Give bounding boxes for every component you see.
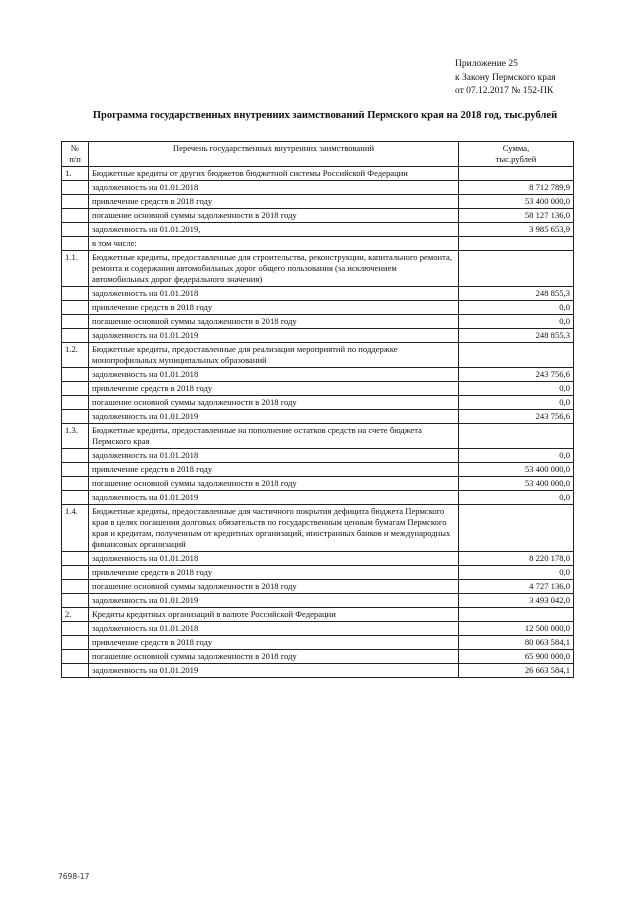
table-row [62,664,574,678]
row-number [62,463,89,477]
header-number: № п/п [62,142,89,167]
row-description: Бюджетные кредиты, предоставленные для строительства, реконструкции, капитального ремонта, ремонта и содержания автомобильных дорог общего пользования (за исключением автомобильных дорог федерального значения) [89,251,459,287]
section-row [62,167,574,181]
row-number: 1. [62,167,89,181]
row-amount: 243 756,6 [459,368,574,382]
row-number [62,622,89,636]
row-amount [459,167,574,181]
row-description: задолженность на 01.01.2019 [89,594,459,608]
table-row [62,315,574,329]
row-description: Бюджетные кредиты, предоставленные для частичного покрытия дефицита бюджета Пермского края в целях погашения долговых обязательств по государственным ценным бумагам Пермского края и кредитам, полученным от кредитных организаций, иностранных банков и международных финансовых организаций [89,505,459,552]
table-row [62,580,574,594]
row-number [62,552,89,566]
row-amount [459,343,574,368]
row-description: в том числе: [89,237,459,251]
appendix-law: к Закону Пермского края [455,72,556,83]
table-body [62,167,574,678]
table-row [62,209,574,223]
row-amount: 0,0 [459,396,574,410]
row-number [62,396,89,410]
row-number [62,580,89,594]
table-row [62,382,574,396]
row-amount [459,505,574,552]
row-amount: 53 400 000,0 [459,477,574,491]
row-description: Бюджетные кредиты, предоставленные для реализации мероприятий по поддержке монопрофильных муниципальных образований [89,343,459,368]
row-description: привлечение средств в 2018 году [89,636,459,650]
row-number [62,223,89,237]
row-number [62,594,89,608]
row-number [62,329,89,343]
table-row [62,396,574,410]
table-row [62,636,574,650]
table-row [62,463,574,477]
row-amount: 0,0 [459,315,574,329]
row-amount: 12 500 000,0 [459,622,574,636]
row-amount: 248 855,3 [459,329,574,343]
row-description: погашение основной суммы задолженности в 2018 году [89,315,459,329]
header-amount: Сумма, тыс.рублей [459,142,574,167]
appendix-number: Приложение 25 [455,59,518,69]
section-row [62,505,574,552]
row-number [62,566,89,580]
row-description: задолженность на 01.01.2018 [89,181,459,195]
row-amount: 0,0 [459,491,574,505]
table-row [62,650,574,664]
row-description: привлечение средств в 2018 году [89,301,459,315]
row-amount: 80 063 584,1 [459,636,574,650]
row-description: погашение основной суммы задолженности в 2018 году [89,477,459,491]
table-row [62,594,574,608]
section-row [62,608,574,622]
row-number [62,477,89,491]
table-row [62,195,574,209]
row-number [62,195,89,209]
row-number [62,382,89,396]
table-row [62,368,574,382]
row-description: задолженность на 01.01.2018 [89,622,459,636]
row-description: задолженность на 01.01.2019, [89,223,459,237]
row-description: Бюджетные кредиты, предоставленные на пополнение остатков средств на счете бюджета Пермского края [89,424,459,449]
table-row [62,181,574,195]
row-description: привлечение средств в 2018 году [89,195,459,209]
row-description: погашение основной суммы задолженности в 2018 году [89,396,459,410]
row-number [62,636,89,650]
row-amount [459,251,574,287]
table-row [62,223,574,237]
row-amount: 243 756,6 [459,410,574,424]
appendix-date: от 07.12.2017 № 152-ПК [455,86,554,96]
row-description: привлечение средств в 2018 году [89,463,459,477]
table-row [62,301,574,315]
table-row [62,622,574,636]
section-row [62,251,574,287]
borrowing-program-table [61,141,574,678]
row-number: 1.2. [62,343,89,368]
row-amount: 0,0 [459,449,574,463]
document-code: 7698-17 [58,872,90,881]
row-description: задолженность на 01.01.2019 [89,410,459,424]
row-number [62,315,89,329]
table-row [62,552,574,566]
row-amount [459,424,574,449]
row-amount: 65 900 000,0 [459,650,574,664]
row-amount [459,237,574,251]
row-amount: 58 127 136,0 [459,209,574,223]
row-description: привлечение средств в 2018 году [89,566,459,580]
table-row [62,329,574,343]
row-description: погашение основной суммы задолженности в 2018 году [89,209,459,223]
row-description: задолженность на 01.01.2019 [89,491,459,505]
header-list: Перечень государственных внутренних заимствований [89,142,459,167]
section-row [62,424,574,449]
row-number [62,287,89,301]
document-title: Программа государственных внутренних заимствований Пермского края на 2018 год, тыс.рублей [92,110,558,121]
row-number: 1.1. [62,251,89,287]
row-amount: 26 663 584,1 [459,664,574,678]
row-number [62,301,89,315]
row-description: задолженность на 01.01.2018 [89,449,459,463]
row-number [62,237,89,251]
section-row [62,343,574,368]
table-row [62,477,574,491]
row-number [62,449,89,463]
row-amount: 3 493 042,0 [459,594,574,608]
row-number [62,410,89,424]
row-description: задолженность на 01.01.2018 [89,552,459,566]
row-description: задолженность на 01.01.2018 [89,368,459,382]
row-amount [459,608,574,622]
row-amount: 0,0 [459,566,574,580]
row-number: 2. [62,608,89,622]
table-row [62,410,574,424]
row-description: Бюджетные кредиты от других бюджетов бюджетной системы Российской Федерации [89,167,459,181]
row-amount: 248 855,3 [459,287,574,301]
row-amount: 4 727 136,0 [459,580,574,594]
table-header-row [62,142,574,167]
row-description: задолженность на 01.01.2018 [89,287,459,301]
row-number [62,664,89,678]
row-amount: 3 985 653,9 [459,223,574,237]
row-number: 1.3. [62,424,89,449]
row-number [62,368,89,382]
row-number [62,181,89,195]
appendix-reference [455,58,556,99]
row-number [62,209,89,223]
row-description: привлечение средств в 2018 году [89,382,459,396]
row-number [62,650,89,664]
row-amount: 0,0 [459,382,574,396]
row-description: задолженность на 01.01.2019 [89,329,459,343]
row-description: Кредиты кредитных организаций в валюте Российской Федерации [89,608,459,622]
row-amount: 0,0 [459,301,574,315]
row-amount: 8 220 178,0 [459,552,574,566]
table-row [62,287,574,301]
row-amount: 53 400 000,0 [459,463,574,477]
row-number [62,491,89,505]
table-row [62,237,574,251]
row-description: погашение основной суммы задолженности в 2018 году [89,650,459,664]
row-description: погашение основной суммы задолженности в 2018 году [89,580,459,594]
row-amount: 53 400 000,0 [459,195,574,209]
row-amount: 8 712 789,9 [459,181,574,195]
table-row [62,491,574,505]
table-row [62,449,574,463]
table-row [62,566,574,580]
row-description: задолженность на 01.01.2019 [89,664,459,678]
row-number: 1.4. [62,505,89,552]
